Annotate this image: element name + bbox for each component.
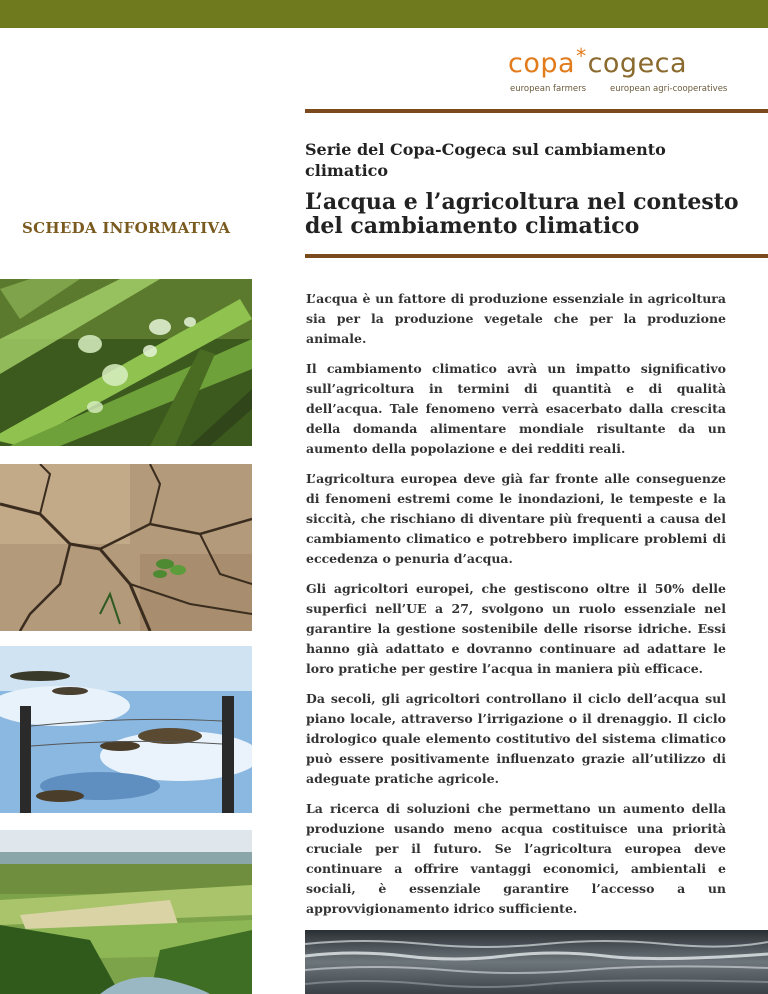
photo-grass-dew — [0, 279, 252, 446]
logo-copa: copa — [508, 48, 576, 79]
copa-cogeca-logo — [508, 44, 728, 98]
series-title: Serie del Copa-Cogeca sul cambiamento climatico — [305, 140, 666, 180]
logo-tagline-farmers: european farmers — [510, 84, 587, 94]
logo-cogeca: cogeca — [587, 48, 688, 79]
logo-tagline-cooperatives: european agri-cooperatives — [610, 84, 728, 94]
photo-cracked-soil — [0, 464, 252, 631]
paragraph: Da secoli, gli agricoltori controllano il ciclo dell’acqua sul piano locale, attraverso l’irrigazione o il drenaggio. Il ciclo idrologico quale elemento costitutivo del sistema climatico può essere positivamente influenzato grazie all’utilizzo di adeguate pratiche agricole. — [306, 691, 726, 786]
header-rule-top — [305, 109, 768, 113]
document-type-label: SCHEDA INFORMATIVA — [22, 219, 231, 237]
page-title: L’acqua e l’agricoltura nel contesto del cambiamento climatico — [305, 189, 739, 239]
paragraph: Gli agricoltori europei, che gestiscono oltre il 50% delle superfici nell’UE a 27, svolgono un ruolo essenziale nel garantire la gestione sostenibile delle risorse idriche. Essi hanno già adattato e dovranno continuare ad adattare le loro pratiche per gestire l’acqua in maniera più efficace. — [306, 581, 726, 676]
paragraph: L’acqua è un fattore di produzione essenziale in agricoltura sia per la produzione vegetale che per la produzione animale. — [306, 291, 726, 346]
header-rule-bottom — [305, 254, 768, 258]
photo-sea-surface — [305, 930, 768, 994]
top-bar — [0, 0, 768, 28]
paragraph: L’agricoltura europea deve già far fronte alle conseguenze di fenomeni estremi come le inondazioni, le tempeste e la siccità, che rischiano di diventare più frequenti a causa del cambiamento climatico e potrebbero implicare problemi di eccedenza o penuria d’acqua. — [306, 471, 726, 566]
photo-flooded-field — [0, 646, 252, 813]
logo-star-icon: * — [576, 44, 587, 68]
paragraph: Il cambiamento climatico avrà un impatto significativo sull’agricoltura in termini di quantità e di qualità dell’acqua. Tale fenomeno verrà esacerbato dalla crescita della domanda alimentare mondiale risultante da un aumento della popolazione e dei redditi reali. — [306, 361, 726, 456]
article-body — [306, 289, 726, 929]
logo-wordmark — [508, 44, 688, 79]
photo-green-landscape — [0, 830, 252, 994]
paragraph: La ricerca di soluzioni che permettano un aumento della produzione usando meno acqua costituisce una priorità cruciale per il futuro. Se l’agricoltura europea deve continuare a offrire vantaggi economici, ambientali e sociali, è essenziale garantire l’accesso a un approvvigionamento idrico sufficiente. — [306, 801, 726, 916]
